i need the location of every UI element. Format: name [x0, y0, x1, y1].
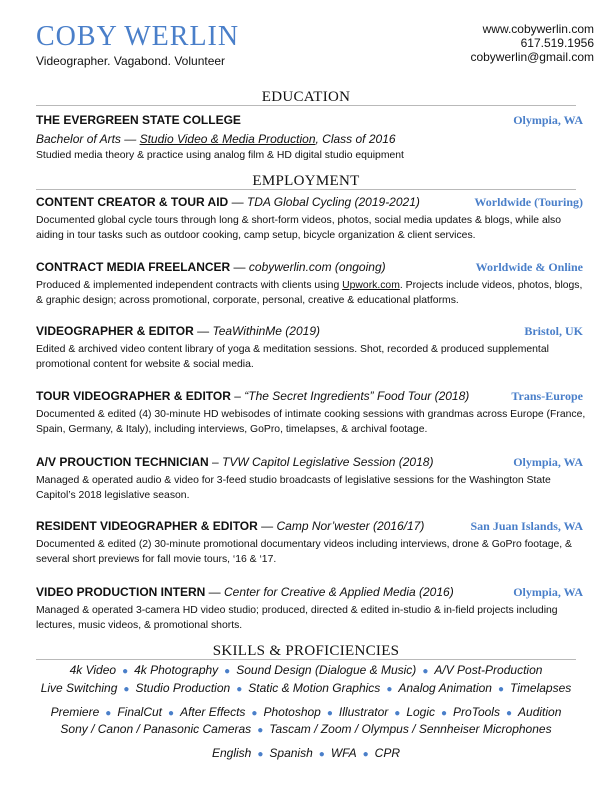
entry-description	[36, 278, 586, 308]
entry-header	[36, 454, 586, 470]
bullet-separator-icon: ●	[326, 708, 333, 719]
desc-text: Produced & implemented independent contracts with clients using	[36, 280, 343, 291]
skill-item: English	[212, 746, 252, 760]
job-entry	[36, 259, 586, 308]
entry-header	[36, 112, 586, 128]
bullet-separator-icon: ●	[168, 708, 175, 719]
skill-item: Live Switching	[40, 681, 118, 695]
skill-item: CPR	[374, 746, 400, 760]
degree-prefix: Bachelor of Arts —	[36, 132, 140, 146]
skill-item: Sound Design (Dialogue & Music)	[236, 663, 417, 677]
entry-location: Worldwide & Online	[475, 260, 583, 274]
phone-number: 617.519.1956	[520, 36, 594, 50]
bullet-separator-icon: ●	[386, 684, 393, 695]
job-org: TDA Global Cycling (2019-2021)	[246, 195, 420, 209]
job-org: Camp Nor’wester (2016/17)	[276, 519, 425, 533]
entry-description: Managed & operated 3-camera HD video studio; produced, directed & edited in-studio & in-field projects including lectures, music videos, & promotional shorts.	[36, 605, 558, 631]
entry-description: Documented & edited (4) 30-minute HD webisodes of intimate cooking sessions with grandmas across Europe (France, Spain, Germany, & Italy), including interviews, GoPro, timelapses, & archival footage.	[36, 409, 586, 435]
bullet-separator-icon: ●	[394, 708, 401, 719]
school-name: THE EVERGREEN STATE COLLEGE	[36, 113, 241, 127]
skill-item: FinalCut	[117, 705, 163, 719]
entry-location: Olympia, WA	[513, 585, 583, 599]
contact-block	[470, 22, 594, 64]
bullet-separator-icon: ●	[123, 684, 130, 695]
skill-item: 4k Photography	[134, 663, 219, 677]
skill-item: Illustrator	[338, 705, 389, 719]
job-role: VIDEO PRODUCTION INTERN	[36, 585, 206, 599]
job-org: “The Secret Ingredients” Food Tour (2018)	[244, 389, 470, 403]
skill-item: WFA	[330, 746, 357, 760]
job-org: TVW Capitol Legislative Session (2018)	[222, 455, 434, 469]
upwork-link[interactable]: Upwork.com	[342, 280, 400, 291]
skill-item: Photoshop	[263, 705, 321, 719]
job-entry	[36, 584, 586, 633]
entry-description: Edited & archived video content library of yoga & meditation sessions. Shot, recorded & produced supplemental promotional content for website & social media.	[36, 344, 549, 370]
bullet-separator-icon: ●	[362, 749, 369, 760]
job-entry	[36, 323, 586, 372]
bullet-separator-icon: ●	[257, 725, 264, 736]
job-dash: –	[230, 389, 245, 403]
entry-header	[36, 388, 586, 404]
job-role: RESIDENT VIDEOGRAPHER & EDITOR	[36, 519, 258, 533]
skill-item: Spanish	[269, 746, 313, 760]
bullet-separator-icon: ●	[122, 666, 129, 677]
degree-suffix: , Class of 2016	[315, 132, 396, 146]
job-dash: —	[228, 195, 247, 209]
entry-location: Olympia, WA	[513, 113, 583, 127]
bullet-separator-icon: ●	[224, 666, 231, 677]
entry-header	[36, 323, 586, 339]
entry-description: Managed & operated audio & video for 3-feed studio broadcasts of legislative sessions for the Washington State Capitol’s 2018 legislative season.	[36, 475, 551, 501]
skill-item: Analog Animation	[398, 681, 492, 695]
section-divider	[36, 105, 576, 106]
job-org: cobywerlin.com (ongoing)	[248, 260, 386, 274]
bullet-separator-icon: ●	[497, 684, 505, 695]
section-title-employment: EMPLOYMENT	[252, 173, 360, 189]
job-dash: —	[257, 519, 277, 533]
bullet-separator-icon: ●	[251, 708, 258, 719]
section-title-skills: SKILLS & PROFICIENCIES	[212, 643, 400, 659]
entry-header	[36, 584, 586, 600]
skill-item: Timelapses	[510, 681, 572, 695]
job-entry	[36, 388, 586, 437]
bullet-separator-icon: ●	[105, 708, 112, 719]
bullet-separator-icon: ●	[236, 684, 243, 695]
entry-header	[36, 194, 586, 210]
entry-location: Trans-Europe	[511, 389, 583, 403]
job-role: VIDEOGRAPHER & EDITOR	[36, 324, 194, 338]
skill-item: Premiere	[50, 705, 100, 719]
job-dash: –	[208, 455, 223, 469]
email-link[interactable]: cobywerlin@gmail.com	[470, 50, 594, 64]
entry-header	[36, 518, 586, 534]
entry-header	[36, 259, 586, 275]
job-entry	[36, 454, 586, 503]
skill-item: Logic	[406, 705, 435, 719]
skill-item: ProTools	[453, 705, 500, 719]
desc-text: . Projects include videos, photos, blogs, & graphic design; across promotional, corporate, personal, creative & educational platforms.	[36, 280, 583, 306]
skill-item: Sony / Canon / Panasonic Cameras	[60, 722, 252, 736]
section-divider	[36, 189, 576, 190]
education-entry	[36, 112, 586, 163]
resume-name: COBY WERLIN	[36, 21, 240, 52]
bullet-separator-icon: ●	[422, 666, 429, 677]
degree-major: Studio Video & Media Production	[139, 132, 316, 146]
skill-item: Static & Motion Graphics	[248, 681, 381, 695]
job-dash: —	[230, 260, 249, 274]
job-org: Center for Creative & Applied Media (2016)	[224, 585, 454, 599]
bullet-separator-icon: ●	[441, 708, 448, 719]
bullet-separator-icon: ●	[318, 749, 325, 760]
website-link[interactable]: www.cobywerlin.com	[482, 22, 594, 36]
section-title-education: EDUCATION	[261, 89, 351, 105]
resume-tagline: Videographer. Vagabond. Volunteer	[36, 54, 226, 68]
job-dash: —	[205, 585, 225, 599]
skills-row	[20, 662, 592, 680]
degree-line	[36, 131, 586, 147]
job-entry	[36, 194, 586, 243]
skill-item: A/V Post-Production	[434, 663, 543, 677]
job-org: TeaWithinMe (2019)	[212, 324, 320, 338]
skills-row	[20, 704, 592, 722]
skills-row	[20, 721, 592, 739]
job-entry	[36, 518, 586, 567]
entry-location: Olympia, WA	[513, 455, 583, 469]
bullet-separator-icon: ●	[257, 749, 264, 760]
job-role: CONTENT CREATOR & TOUR AID	[36, 195, 229, 209]
entry-description: Documented global cycle tours through long & short-form videos, photos, social media updates & blogs, while also aiding in tour tasks such as outdoor cooking, camp setup, bicycle organization & client services.	[36, 215, 562, 241]
skills-row	[20, 745, 592, 763]
skill-item: Audition	[518, 705, 562, 719]
skill-item: After Effects	[180, 705, 246, 719]
bullet-separator-icon: ●	[505, 708, 513, 719]
entry-description: Studied media theory & practice using analog film & HD digital studio equipment	[36, 150, 404, 161]
skill-item: Studio Production	[135, 681, 231, 695]
job-role: TOUR VIDEOGRAPHER & EDITOR	[36, 389, 231, 403]
job-dash: —	[193, 324, 213, 338]
skill-item: Tascam / Zoom / Olympus / Sennheiser Microphones	[269, 722, 552, 736]
job-role: CONTRACT MEDIA FREELANCER	[36, 260, 231, 274]
entry-location: Bristol, UK	[524, 324, 583, 338]
skills-row	[20, 680, 592, 698]
job-role: A/V PROUCTION TECHNICIAN	[36, 455, 209, 469]
section-divider	[36, 659, 576, 660]
entry-location: San Juan Islands, WA	[470, 519, 583, 533]
skill-item: 4k Video	[69, 663, 117, 677]
entry-description: Documented & edited (2) 30-minute promotional documentary videos including interviews, drone & GoPro footage, & several short previews for fall movie tours, ‘16 & ‘17.	[36, 539, 572, 565]
entry-location: Worldwide (Touring)	[474, 195, 583, 209]
